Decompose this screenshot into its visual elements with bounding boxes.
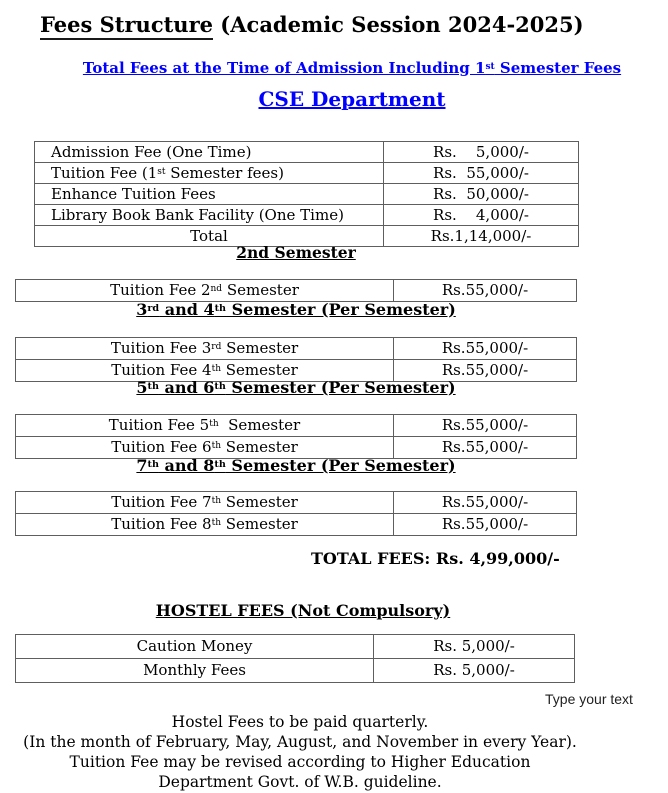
fee-amount: Rs. 5,000/- bbox=[374, 659, 575, 683]
fee-amount: Rs. 4,000/- bbox=[384, 205, 579, 226]
fee-label: Library Book Bank Facility (One Time) bbox=[35, 205, 384, 226]
fee-amount: Rs. 50,000/- bbox=[384, 184, 579, 205]
table-row bbox=[35, 205, 579, 226]
semester-heading-5th-6th: 5th and 6th Semester (Per Semester) bbox=[136, 378, 456, 397]
fee-amount: Rs.55,000/- bbox=[394, 360, 577, 382]
department-title-text: CSE Department bbox=[258, 87, 446, 111]
fee-label: Tuition Fee 7th Semester bbox=[16, 492, 394, 514]
fee-amount: Rs. 5,000/- bbox=[384, 142, 579, 163]
table-row bbox=[16, 659, 575, 683]
footer-line: Department Govt. of W.B. guideline. bbox=[158, 773, 442, 791]
hostel-fees-heading: HOSTEL FEES (Not Compulsory) bbox=[155, 601, 451, 620]
semester-table-3rd-4th bbox=[15, 337, 577, 382]
footer-notes bbox=[10, 712, 590, 792]
footer-line: Tuition Fee may be revised according to Higher Education bbox=[69, 753, 531, 771]
table-row bbox=[16, 338, 577, 360]
table-row bbox=[16, 492, 577, 514]
page-title-underlined: Fees Structure bbox=[40, 12, 213, 40]
page-title-session: (Academic Session 2024-2025) bbox=[213, 12, 584, 37]
fee-amount: Rs.55,000/- bbox=[394, 280, 577, 302]
footer-line: Hostel Fees to be paid quarterly. bbox=[171, 713, 429, 731]
semester-table-5th-6th bbox=[15, 414, 577, 459]
fee-amount: Rs.55,000/- bbox=[394, 415, 577, 437]
table-row bbox=[16, 514, 577, 536]
semester-heading-7th-8th: 7th and 8th Semester (Per Semester) bbox=[136, 456, 456, 475]
fee-amount: Rs. 55,000/- bbox=[384, 163, 579, 184]
table-row bbox=[16, 280, 577, 302]
admission-subtitle bbox=[36, 59, 668, 77]
fee-label: Enhance Tuition Fees bbox=[35, 184, 384, 205]
fee-amount: Rs.55,000/- bbox=[394, 437, 577, 459]
fee-amount: Rs.55,000/- bbox=[394, 514, 577, 536]
fee-label: Caution Money bbox=[16, 635, 374, 659]
fee-amount: Rs.55,000/- bbox=[394, 492, 577, 514]
footer-line: (In the month of February, May, August, and November in every Year). bbox=[23, 733, 577, 751]
fee-label: Monthly Fees bbox=[16, 659, 374, 683]
fee-amount: Rs. 5,000/- bbox=[374, 635, 575, 659]
fee-label: Tuition Fee 3rd Semester bbox=[16, 338, 394, 360]
fee-label: Tuition Fee 4th Semester bbox=[16, 360, 394, 382]
fee-label: Admission Fee (One Time) bbox=[35, 142, 384, 163]
fee-amount: Rs.55,000/- bbox=[394, 338, 577, 360]
fee-label: Tuition Fee 8th Semester bbox=[16, 514, 394, 536]
semester-heading-3rd-4th: 3rd and 4th Semester (Per Semester) bbox=[136, 300, 456, 319]
total-fees-line: TOTAL FEES: Rs. 4,99,000/- bbox=[311, 549, 560, 568]
fee-amount-total: Rs.1,14,000/- bbox=[384, 226, 579, 247]
fee-label: Tuition Fee 5th Semester bbox=[16, 415, 394, 437]
fee-label-total: Total bbox=[35, 226, 384, 247]
semester-table-2nd bbox=[15, 279, 577, 302]
table-row bbox=[35, 142, 579, 163]
table-row bbox=[16, 415, 577, 437]
fee-label: Tuition Fee 2nd Semester bbox=[16, 280, 394, 302]
admission-subtitle-text: Total Fees at the Time of Admission Including 1st Semester Fees bbox=[82, 59, 622, 77]
type-your-text-placeholder[interactable]: Type your text bbox=[545, 691, 633, 707]
fee-label: Tuition Fee 6th Semester bbox=[16, 437, 394, 459]
hostel-fees-table bbox=[15, 634, 575, 683]
table-row bbox=[35, 163, 579, 184]
admission-fees-table bbox=[34, 141, 579, 247]
department-title bbox=[36, 87, 668, 111]
table-row bbox=[16, 635, 575, 659]
fee-label: Tuition Fee (1st Semester fees) bbox=[35, 163, 384, 184]
table-row bbox=[35, 184, 579, 205]
semester-heading-2nd: 2nd Semester bbox=[236, 243, 356, 262]
semester-table-7th-8th bbox=[15, 491, 577, 536]
page-title bbox=[40, 12, 584, 37]
